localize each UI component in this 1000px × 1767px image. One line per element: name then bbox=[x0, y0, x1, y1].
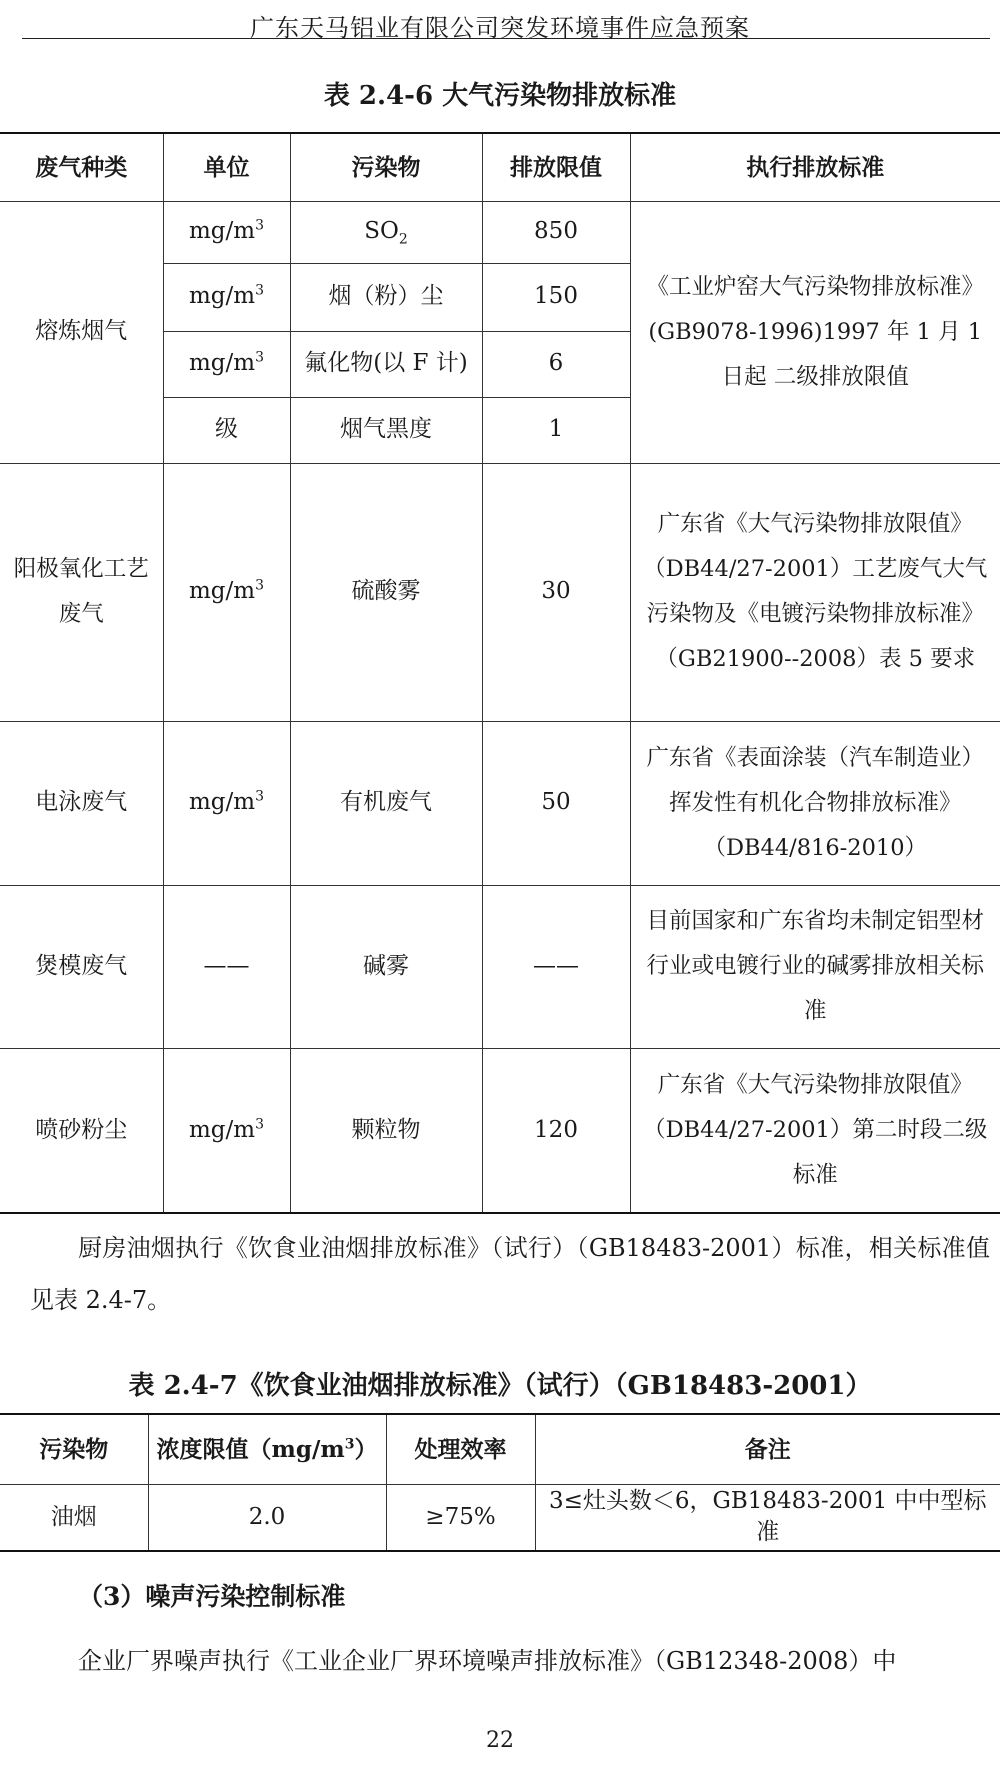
gas-type-cell: 阳极氧化工艺废气 bbox=[0, 463, 163, 721]
body-paragraph: 企业厂界噪声执行《工业企业厂界环境噪声排放标准》（GB12348-2008）中 bbox=[78, 1647, 897, 1675]
unit-cell: $mg/m^3$ bbox=[163, 263, 290, 331]
column-header: 污染物 bbox=[290, 133, 482, 201]
column-header: 备注 bbox=[535, 1414, 1000, 1484]
table-row bbox=[0, 463, 1000, 721]
page-number: 22 bbox=[486, 1728, 514, 1753]
pollutant-cell: 颗粒物 bbox=[290, 1048, 482, 1213]
section-subheading: （3）噪声污染控制标准 bbox=[78, 1582, 346, 1611]
unit-cell: 级 bbox=[163, 397, 290, 463]
limit-cell: 50 bbox=[482, 721, 630, 885]
pollutant-cell: 烟气黑度 bbox=[290, 397, 482, 463]
standard-cell: 《工业炉窑大气污染物排放标准》(GB9078-1996)1997 年 1 月 1 日起 二级排放限值 bbox=[630, 201, 1000, 463]
header-divider bbox=[22, 38, 990, 39]
column-header: 执行排放标准 bbox=[630, 133, 1000, 201]
note-cell: 3≤灶头数＜6，GB18483-2001 中中型标准 bbox=[535, 1484, 1000, 1551]
limit-cell: 1 bbox=[482, 397, 630, 463]
gas-type-cell: 电泳废气 bbox=[0, 721, 163, 885]
unit-cell: —— bbox=[163, 885, 290, 1048]
pollutant-cell: 碱雾 bbox=[290, 885, 482, 1048]
column-header: 污染物 bbox=[0, 1414, 148, 1484]
column-header: 浓度限值$(mg/m^3)$ bbox=[148, 1414, 386, 1484]
unit-cell: $mg/m^3$ bbox=[163, 463, 290, 721]
table2-caption: 表 2.4-7《饮食业油烟排放标准》（试行）（GB18483-2001） bbox=[128, 1371, 872, 1401]
gas-type-cell: 熔炼烟气 bbox=[0, 201, 163, 463]
limit-cell: 6 bbox=[482, 331, 630, 397]
table-header-row bbox=[0, 133, 1000, 201]
pollutant-cell: 有机废气 bbox=[290, 721, 482, 885]
limit-cell: —— bbox=[482, 885, 630, 1048]
limit-cell: 2.0 bbox=[148, 1484, 386, 1551]
column-header: 处理效率 bbox=[386, 1414, 535, 1484]
pollutant-cell: 油烟 bbox=[0, 1484, 148, 1551]
pollutant-cell: 硫酸雾 bbox=[290, 463, 482, 721]
document-title: 广东天马铝业有限公司突发环境事件应急预案 bbox=[250, 14, 750, 42]
standard-cell: 广东省《大气污染物排放限值》（DB44/27-2001）第二时段二级标准 bbox=[630, 1048, 1000, 1213]
limit-cell: 30 bbox=[482, 463, 630, 721]
limit-cell: 850 bbox=[482, 201, 630, 263]
table-row bbox=[0, 885, 1000, 1048]
efficiency-cell: ≥75% bbox=[386, 1484, 535, 1551]
table-row bbox=[0, 201, 1000, 263]
gas-type-cell: 煲模废气 bbox=[0, 885, 163, 1048]
standard-cell: 广东省《表面涂装（汽车制造业）挥发性有机化合物排放标准》（DB44/816-2010） bbox=[630, 721, 1000, 885]
table-row bbox=[0, 1048, 1000, 1213]
column-header: 单位 bbox=[163, 133, 290, 201]
pollutant-cell: $SO_2$ bbox=[290, 201, 482, 263]
pollutant-cell: 氟化物(以 F 计) bbox=[290, 331, 482, 397]
table1-caption: 表 2.4-6 大气污染物排放标准 bbox=[323, 81, 677, 111]
unit-cell: $mg/m^3$ bbox=[163, 331, 290, 397]
page-header bbox=[0, 0, 1000, 42]
standard-cell: 广东省《大气污染物排放限值》（DB44/27-2001）工艺废气大气污染物及《电镀污染物排放标准》（GB21900--2008）表 5 要求 bbox=[630, 463, 1000, 721]
limit-cell: 150 bbox=[482, 263, 630, 331]
unit-cell: $mg/m^3$ bbox=[163, 201, 290, 263]
pollutant-cell: 烟（粉）尘 bbox=[290, 263, 482, 331]
unit-cell: $mg/m^3$ bbox=[163, 1048, 290, 1213]
kitchen-fume-standards-table bbox=[0, 1413, 1000, 1552]
unit-cell: $mg/m^3$ bbox=[163, 721, 290, 885]
air-emission-standards-table bbox=[0, 132, 1000, 1214]
gas-type-cell: 喷砂粉尘 bbox=[0, 1048, 163, 1213]
column-header: 排放限值 bbox=[482, 133, 630, 201]
table-row bbox=[0, 721, 1000, 885]
body-paragraph: 厨房油烟执行《饮食业油烟排放标准》（试行）（GB18483-2001）标准，相关标准值见表 2.4-7。 bbox=[30, 1234, 990, 1314]
table-header-row bbox=[0, 1414, 1000, 1484]
standard-cell: 目前国家和广东省均未制定铝型材行业或电镀行业的碱雾排放相关标准 bbox=[630, 885, 1000, 1048]
limit-cell: 120 bbox=[482, 1048, 630, 1213]
table-row bbox=[0, 1484, 1000, 1551]
column-header: 废气种类 bbox=[0, 133, 163, 201]
